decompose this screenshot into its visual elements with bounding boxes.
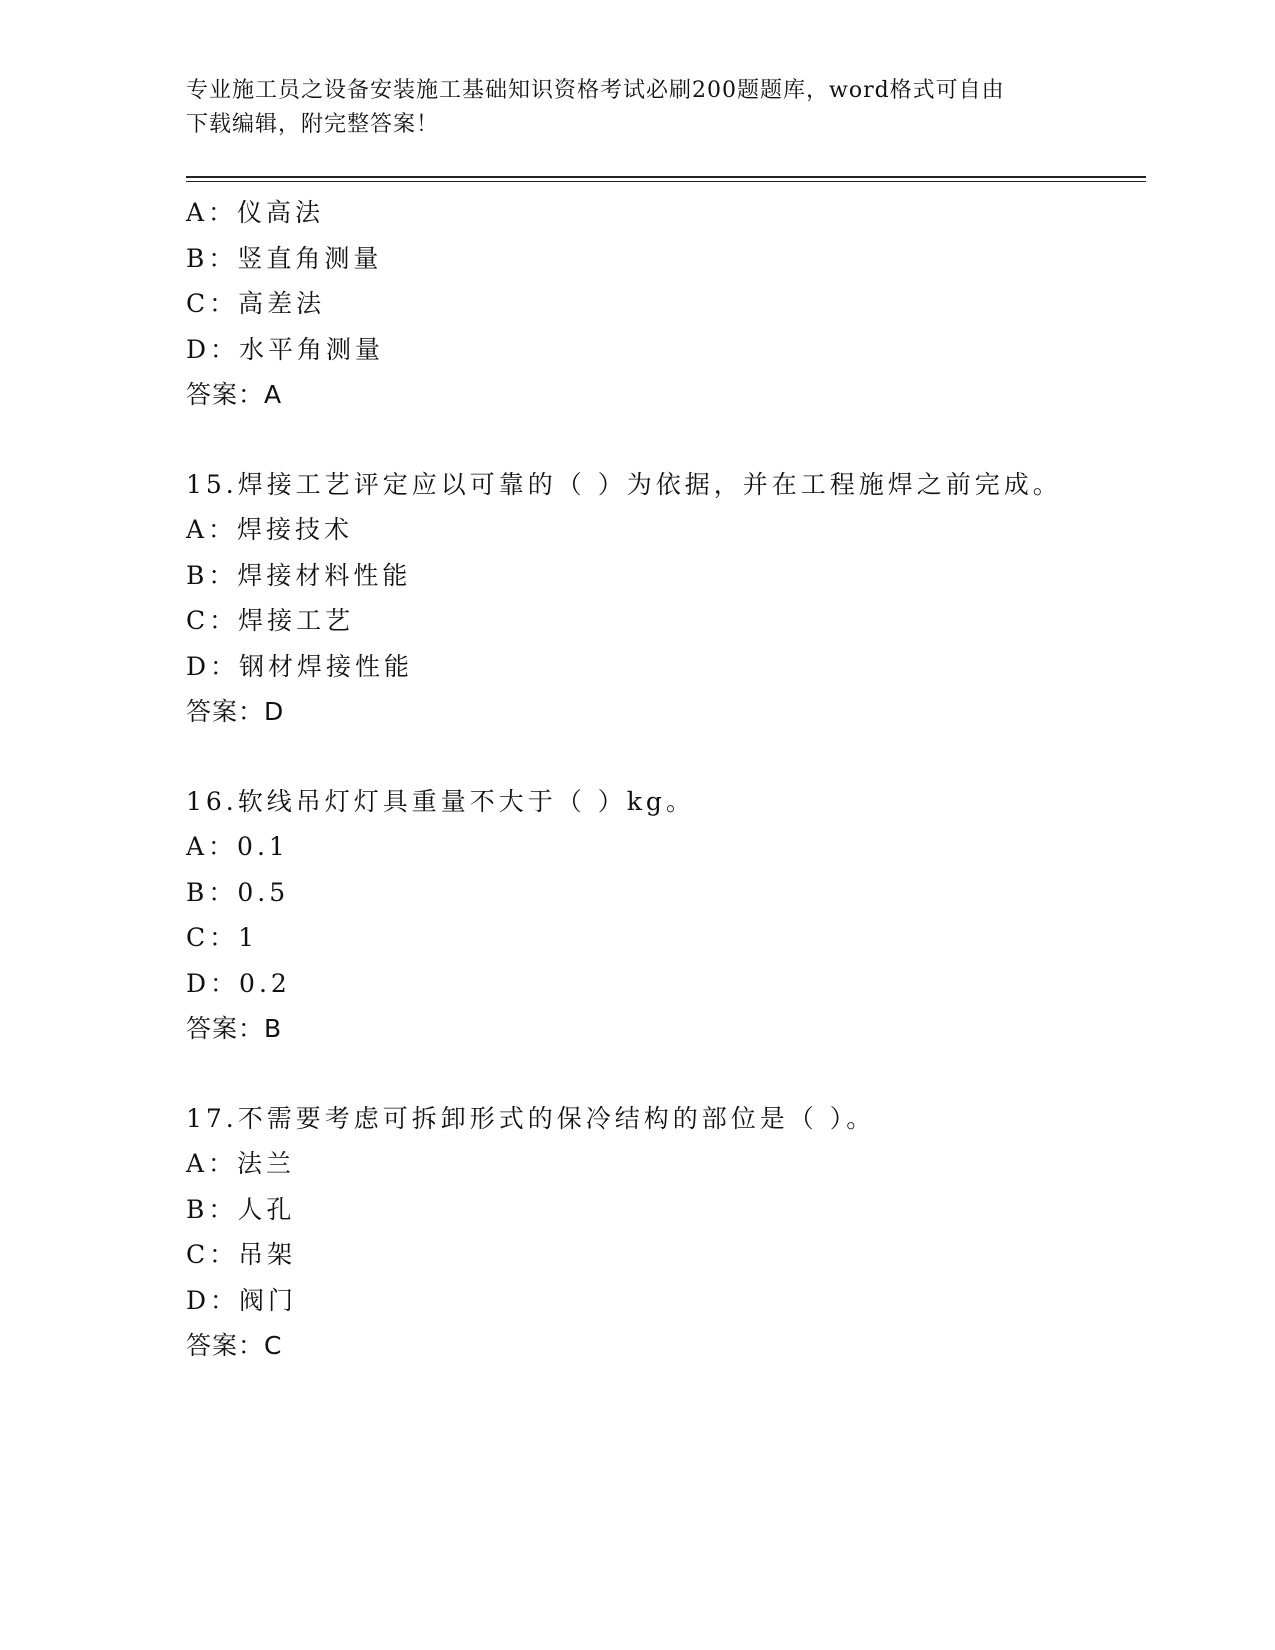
question-text: 15.焊接工艺评定应以可靠的（ ）为依据，并在工程施焊之前完成。 bbox=[186, 469, 1062, 499]
option-a: A：焊接技术 bbox=[186, 515, 354, 544]
title-line-2: 下载编辑，附完整答案！ bbox=[186, 112, 440, 137]
answer-line: 答案：D bbox=[186, 697, 285, 726]
option-c: C：1 bbox=[186, 923, 259, 952]
header-divider-thick bbox=[186, 176, 1146, 178]
option-c: C：焊接工艺 bbox=[186, 606, 355, 635]
spacer bbox=[186, 1052, 1126, 1096]
option-a: A：仪高法 bbox=[186, 198, 325, 227]
option-d: D：阀门 bbox=[186, 1285, 298, 1315]
option-a: A：0.1 bbox=[186, 832, 289, 861]
answer-line: 答案：B bbox=[186, 1014, 283, 1043]
option-d: D：钢材焊接性能 bbox=[186, 651, 414, 681]
answer-line: 答案：C bbox=[186, 1331, 283, 1360]
option-a: A：法兰 bbox=[186, 1149, 296, 1178]
option-c: C：吊架 bbox=[186, 1240, 297, 1269]
question-text: 17.不需要考虑可拆卸形式的保冷结构的部位是（ ）。 bbox=[186, 1103, 876, 1133]
question-list bbox=[186, 190, 1126, 1369]
question-text: 16.软线吊灯灯具重量不大于（ ）kg。 bbox=[186, 786, 695, 816]
option-b: B：竖直角测量 bbox=[186, 243, 383, 273]
option-b: B：人孔 bbox=[186, 1194, 296, 1224]
question-block-15 bbox=[186, 462, 1126, 735]
spacer bbox=[186, 418, 1126, 462]
header-divider-thin bbox=[186, 181, 1146, 182]
question-block-17 bbox=[186, 1096, 1126, 1369]
spacer bbox=[186, 735, 1126, 779]
option-d: D：0.2 bbox=[186, 968, 291, 998]
answer-line: 答案：A bbox=[186, 380, 283, 409]
question-block-14 bbox=[186, 190, 1126, 418]
option-b: B：焊接材料性能 bbox=[186, 560, 412, 590]
question-block-16 bbox=[186, 779, 1126, 1052]
document-title bbox=[186, 74, 1066, 142]
option-c: C：高差法 bbox=[186, 289, 326, 318]
option-d: D：水平角测量 bbox=[186, 334, 385, 364]
option-b: B：0.5 bbox=[186, 877, 290, 907]
title-line-1: 专业施工员之设备安装施工基础知识资格考试必刷200题题库，word格式可自由 bbox=[186, 78, 1005, 103]
